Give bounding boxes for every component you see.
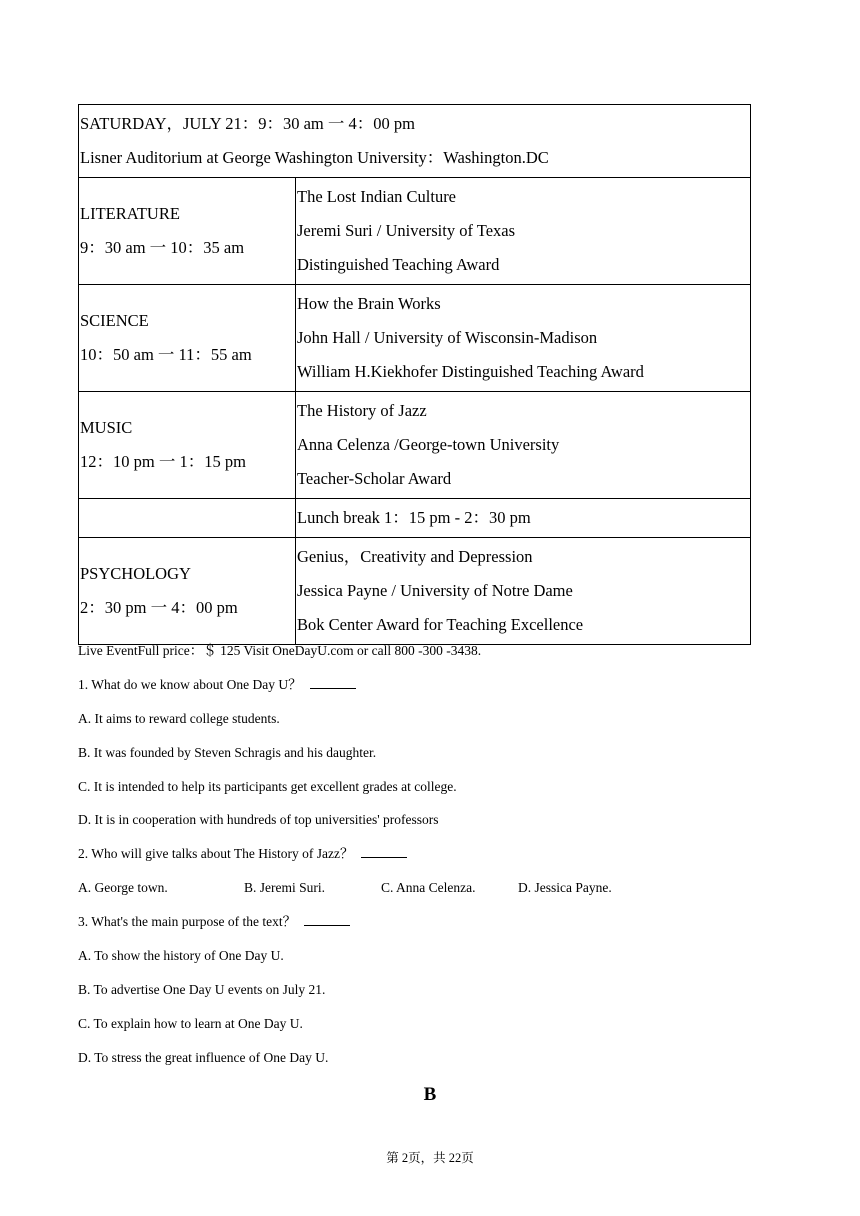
session-speaker: Jessica Payne / University of Notre Dame: [297, 581, 573, 600]
option-c: C. To explain how to learn at One Day U.: [78, 1015, 303, 1031]
subject-cell: [79, 178, 296, 285]
option-a: A. To show the history of One Day U.: [78, 948, 284, 964]
option-b: B. Jeremi Suri.: [244, 880, 325, 896]
table-row: [79, 178, 751, 285]
subject-name: SCIENCE: [80, 311, 149, 330]
questions-section: [78, 638, 778, 1079]
answer-blank[interactable]: [310, 674, 356, 689]
session-time: 9：30 am 一 10：35 am: [80, 238, 245, 257]
session-time: 12：10 pm 一 1：15 pm: [80, 452, 246, 471]
schedule-table: [78, 104, 751, 645]
page-footer: 第 2页，共 22页: [386, 1151, 474, 1165]
section-label: B: [423, 1084, 437, 1105]
option-c: C. Anna Celenza.: [381, 880, 476, 896]
session-speaker: Jeremi Suri / University of Texas: [297, 221, 516, 240]
option-c: C. It is intended to help its participants get excellent grades at college.: [78, 778, 457, 794]
schedule-header-row: [79, 105, 751, 178]
question-3: [78, 909, 778, 943]
option-b: B. To advertise One Day U events on July 21.: [78, 981, 326, 997]
session-cell: [296, 392, 751, 499]
lunch-row: [79, 499, 751, 538]
session-award: William H.Kiekhofer Distinguished Teaching Award: [297, 362, 644, 381]
subject-cell: [79, 285, 296, 392]
session-time: 2：30 pm 一 4：00 pm: [80, 598, 238, 617]
session-title: How the Brain Works: [297, 294, 441, 313]
question-1: [78, 672, 778, 706]
question-2-options: [78, 875, 778, 909]
subject-cell: [79, 538, 296, 645]
session-award: Teacher-Scholar Award: [297, 469, 452, 488]
session-cell: [296, 178, 751, 285]
subject-name: PSYCHOLOGY: [80, 564, 191, 583]
session-speaker: John Hall / University of Wisconsin-Madison: [297, 328, 598, 347]
empty-cell: [79, 499, 296, 538]
option-b: B. It was founded by Steven Schragis and his daughter.: [78, 744, 377, 760]
session-title: The History of Jazz: [297, 401, 427, 420]
table-row: [79, 392, 751, 499]
lunch-break-text: Lunch break 1：15 pm - 2：30 pm: [297, 508, 531, 527]
session-award: Bok Center Award for Teaching Excellence: [297, 615, 584, 634]
session-cell: [296, 538, 751, 645]
option-a: A. It aims to reward college students.: [78, 710, 280, 726]
session-time: 10：50 am 一 11：55 am: [80, 345, 252, 364]
event-date-time: SATURDAY，JULY 21：9：30 am 一 4：00 pm: [80, 114, 415, 133]
question-2: [78, 841, 778, 875]
lunch-cell: [296, 499, 751, 538]
schedule-header-cell: [79, 105, 751, 178]
option-d: D. To stress the great influence of One Day U.: [78, 1049, 329, 1065]
session-title: Genius，Creativity and Depression: [297, 547, 533, 566]
option-d: D. Jessica Payne.: [518, 880, 612, 896]
price-line: Live EventFull price：＄ 125 Visit OneDayU.com or call 800 -300 -3438.: [78, 643, 482, 658]
subject-cell: [79, 392, 296, 499]
session-title: The Lost Indian Culture: [297, 187, 457, 206]
table-row: [79, 538, 751, 645]
session-speaker: Anna Celenza /George-town University: [297, 435, 560, 454]
question-text: 3. What's the main purpose of the text？: [78, 914, 297, 930]
table-row: [79, 285, 751, 392]
session-award: Distinguished Teaching Award: [297, 255, 500, 274]
session-cell: [296, 285, 751, 392]
answer-blank[interactable]: [304, 911, 350, 926]
option-d: D. It is in cooperation with hundreds of top universities' professors: [78, 812, 439, 828]
subject-name: LITERATURE: [80, 204, 180, 223]
subject-name: MUSIC: [80, 418, 133, 437]
option-a: A. George town.: [78, 880, 168, 896]
question-text: 1. What do we know about One Day U？: [78, 676, 302, 692]
event-venue: Lisner Auditorium at George Washington University：Washington.DC: [80, 148, 549, 167]
question-text: 2. Who will give talks about The History of Jazz？: [78, 846, 354, 862]
answer-blank[interactable]: [361, 843, 407, 858]
